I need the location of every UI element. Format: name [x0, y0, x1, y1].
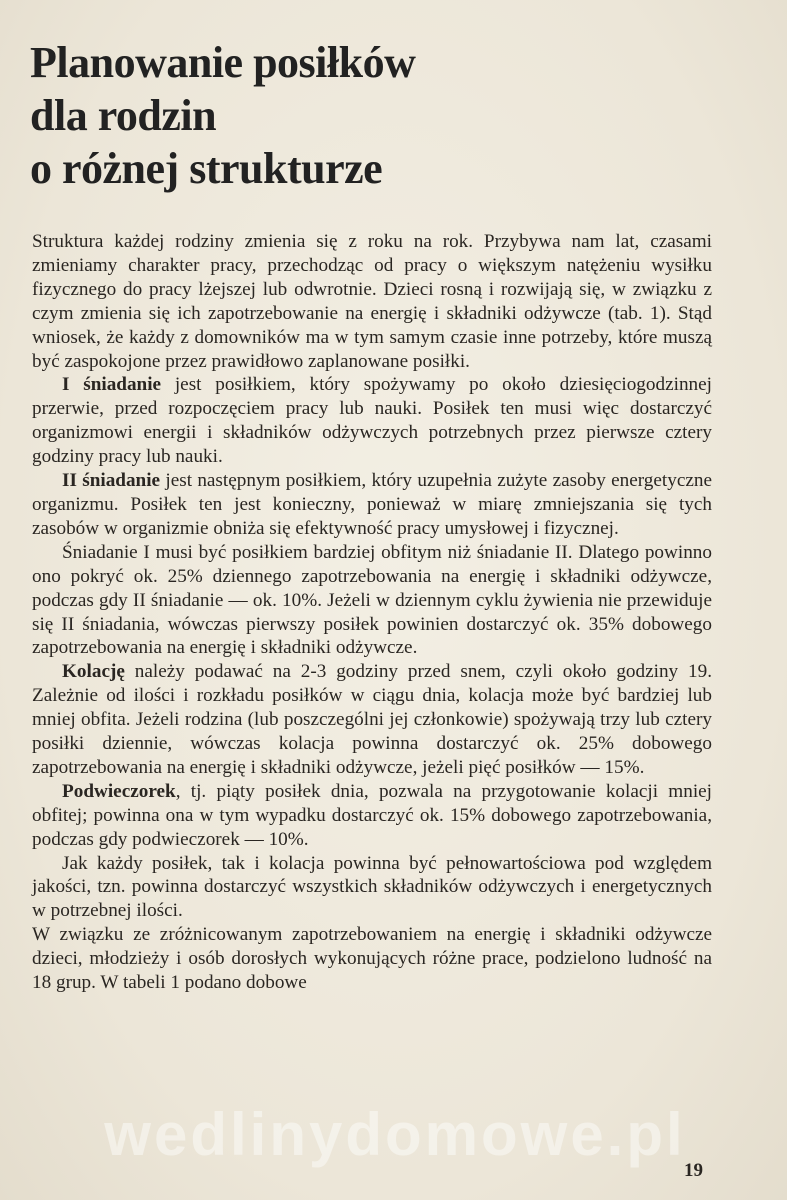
- paragraph-term: II śniadanie: [62, 470, 161, 492]
- paragraph-groups: [32, 923, 712, 995]
- paragraph-text: należy podawać na 2-3 godziny przed snem, czyli około godziny 19. Zależnie od ilości i rozkładu posiłków w ciągu dnia, kolacja może być bardziej lub mniej obfita. Jeżeli rodzina (lub poszczególni jej członkowie) spożywają trzy lub cztery posiłki dziennie, wówczas kolacja powinna dostarczyć ok. 25% dobowego zapotrzebowania na energię i składniki odżywcze, jeżeli pięć posiłków — 15%.: [32, 661, 712, 778]
- watermark: wedlinydomowe.pl: [104, 1101, 686, 1168]
- paragraph-text: jest następnym posiłkiem, który uzupełnia zużyte zasoby energetyczne organizmu. Posiłek ten jest konieczny, ponieważ w miarę zmniejszania się tych zasobów w organizmie obniża się efektywność pracy umysłowej i fizycznej.: [32, 470, 712, 539]
- paragraph-text: W związku ze zróżnicowanym zapotrzebowaniem na energię i składniki odżywcze dzieci, młodzieży i osób dorosłych wykonujących różne prace, podzielono ludność na 18 grup. W tabeli 1 podano dobowe: [32, 924, 712, 994]
- paragraph-text: Śniadanie I musi być posiłkiem bardziej obfitym niż śniadanie II. Dlatego powinno ono pokryć ok. 25% dziennego zapotrzebowania na energię i składniki odżywcze, podczas gdy II śniadanie — ok. 10%. Jeżeli w dziennym cyklu żywienia nie przewiduje się II śniadania, wówczas pierwszy posiłek powinien dostarczyć ok. 35% dobowego zapotrzebowania na energię i składniki odżywcze.: [32, 541, 712, 659]
- paragraph-text: Jak każdy posiłek, tak i kolacja powinna być pełnowartościowa pod względem jakości, tzn. powinna dostarczyć wszystkich składników odżywczych i energetycznych w potrzebnej ilości.: [32, 852, 712, 922]
- paragraph-term: Kolację: [62, 661, 125, 683]
- page-number: 19: [684, 1160, 703, 1181]
- paragraph-second-breakfast: [32, 469, 712, 541]
- paragraph-quality: [32, 852, 712, 924]
- paragraph-afternoon-snack: [32, 780, 712, 852]
- paragraph-breakfast-comparison: [32, 541, 712, 661]
- paragraph-term: Podwieczorek: [62, 780, 176, 802]
- page-title: [30, 36, 550, 195]
- paragraph-text: Struktura każdej rodziny zmienia się z roku na rok. Przybywa nam lat, czasami zmieniamy charakter pracy, przechodząc od pracy o większym natężeniu wysiłku fizycznego do pracy lżejszej lub odwrotnie. Dzieci rosną i rozwijają się, w związku z czym zmienia się ich zapotrzebowanie na energię i składniki odżywcze (tab. 1). Stąd wniosek, że każdy z domowników ma w tym samym czasie inne potrzeby, które muszą być zaspokojone przez prawidłowo zaplanowane posiłki.: [32, 231, 712, 372]
- paragraph-supper: [32, 660, 712, 780]
- title-line: o różnej strukturze: [30, 144, 383, 193]
- paragraph-first-breakfast: [32, 373, 712, 469]
- paragraph-intro: [32, 230, 712, 373]
- paragraph-text: jest posiłkiem, który spożywamy po około dziesięciogodzinnej przerwie, przed rozpoczęciem pracy lub nauki. Posiłek ten musi więc dostarczyć organizmowi energii i składników odżywczych potrzebnych przez pierwsze cztery godziny pracy lub nauki.: [32, 374, 712, 468]
- title-line: dla rodzin: [30, 91, 217, 140]
- paragraph-term: I śniadanie: [62, 374, 162, 396]
- title-line: Planowanie posiłków: [30, 38, 416, 87]
- body-text: [32, 230, 712, 995]
- paragraph-text: , tj. piąty posiłek dnia, pozwala na przygotowanie kolacji mniej obfitej; powinna ona w tym wypadku dostarczyć ok. 15% dobowego zapotrzebowania, podczas gdy podwieczorek — 10%.: [32, 780, 712, 850]
